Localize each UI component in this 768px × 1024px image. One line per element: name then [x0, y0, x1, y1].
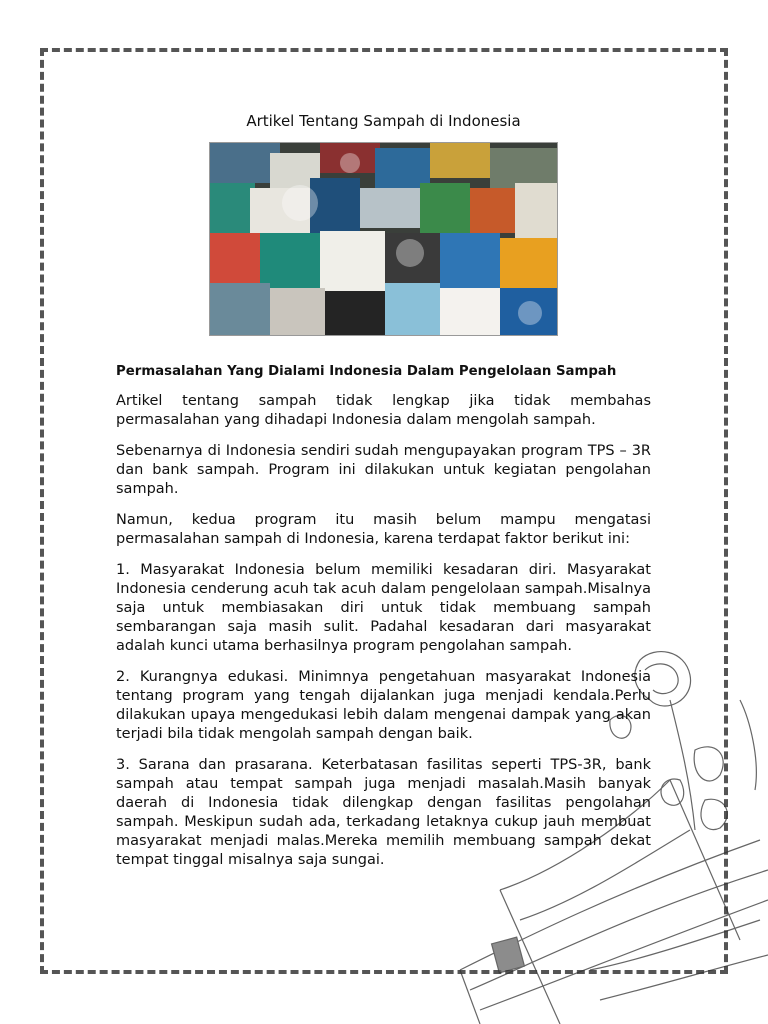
paragraph-factors: Namun, kedua program itu masih belum mampu mengatasi permasalahan sampah di Indonesia, karena terdapat faktor berikut ini: [116, 512, 651, 547]
article-content [116, 112, 651, 882]
paragraph-factor-facilities: 3. Sarana dan prasarana. Keterbatasan fasilitas seperti TPS-3R, bank sampah atau tempat sampah juga menjadi masalah.Masih banyak daerah di Indonesia tidak dilengkap dengan fasilitas pengolahan sampah. Meskipun sudah ada, terkadang letaknya cukup jauh membuat masyarakat menjadi malas.Mereka memilih membuang sampah dekat tempat tinggal misalnya saja sungai. [116, 757, 651, 868]
paragraph-intro: Artikel tentang sampah tidak lengkap jika tidak membahas permasalahan yang dihadapi Indonesia dalam mengolah sampah. [116, 393, 651, 428]
section-heading: Permasalahan Yang Dialami Indonesia Dalam Pengelolaan Sampah [116, 364, 617, 379]
plastic-waste-photo [209, 142, 558, 336]
paragraph-factor-awareness: 1. Masyarakat Indonesia belum memiliki kesadaran diri. Masyarakat Indonesia cenderung acuh tak acuh dalam pengelolaan sampah.Misalnya saja untuk membiasakan diri untuk tidak membuang sampah sembarangan saja masih sulit. Padahal kesadaran dari masyarakat adalah kunci utama berhasilnya program pengolahan sampah. [116, 562, 651, 654]
paragraph-factor-education: 2. Kurangnya edukasi. Minimnya pengetahuan masyarakat Indonesia tentang program yang tengah dijalankan juga menjadi kendala.Perlu dilakukan upaya mengedukasi lebih dalam mengenai dampak yang akan terjadi bila tidak mengolah sampah dengan baik. [116, 669, 651, 742]
paragraph-programs: Sebenarnya di Indonesia sendiri sudah mengupayakan program TPS – 3R dan bank sampah. Program ini dilakukan untuk kegiatan pengolahan sampah. [116, 443, 651, 497]
page-title: Artikel Tentang Sampah di Indonesia [246, 112, 521, 130]
